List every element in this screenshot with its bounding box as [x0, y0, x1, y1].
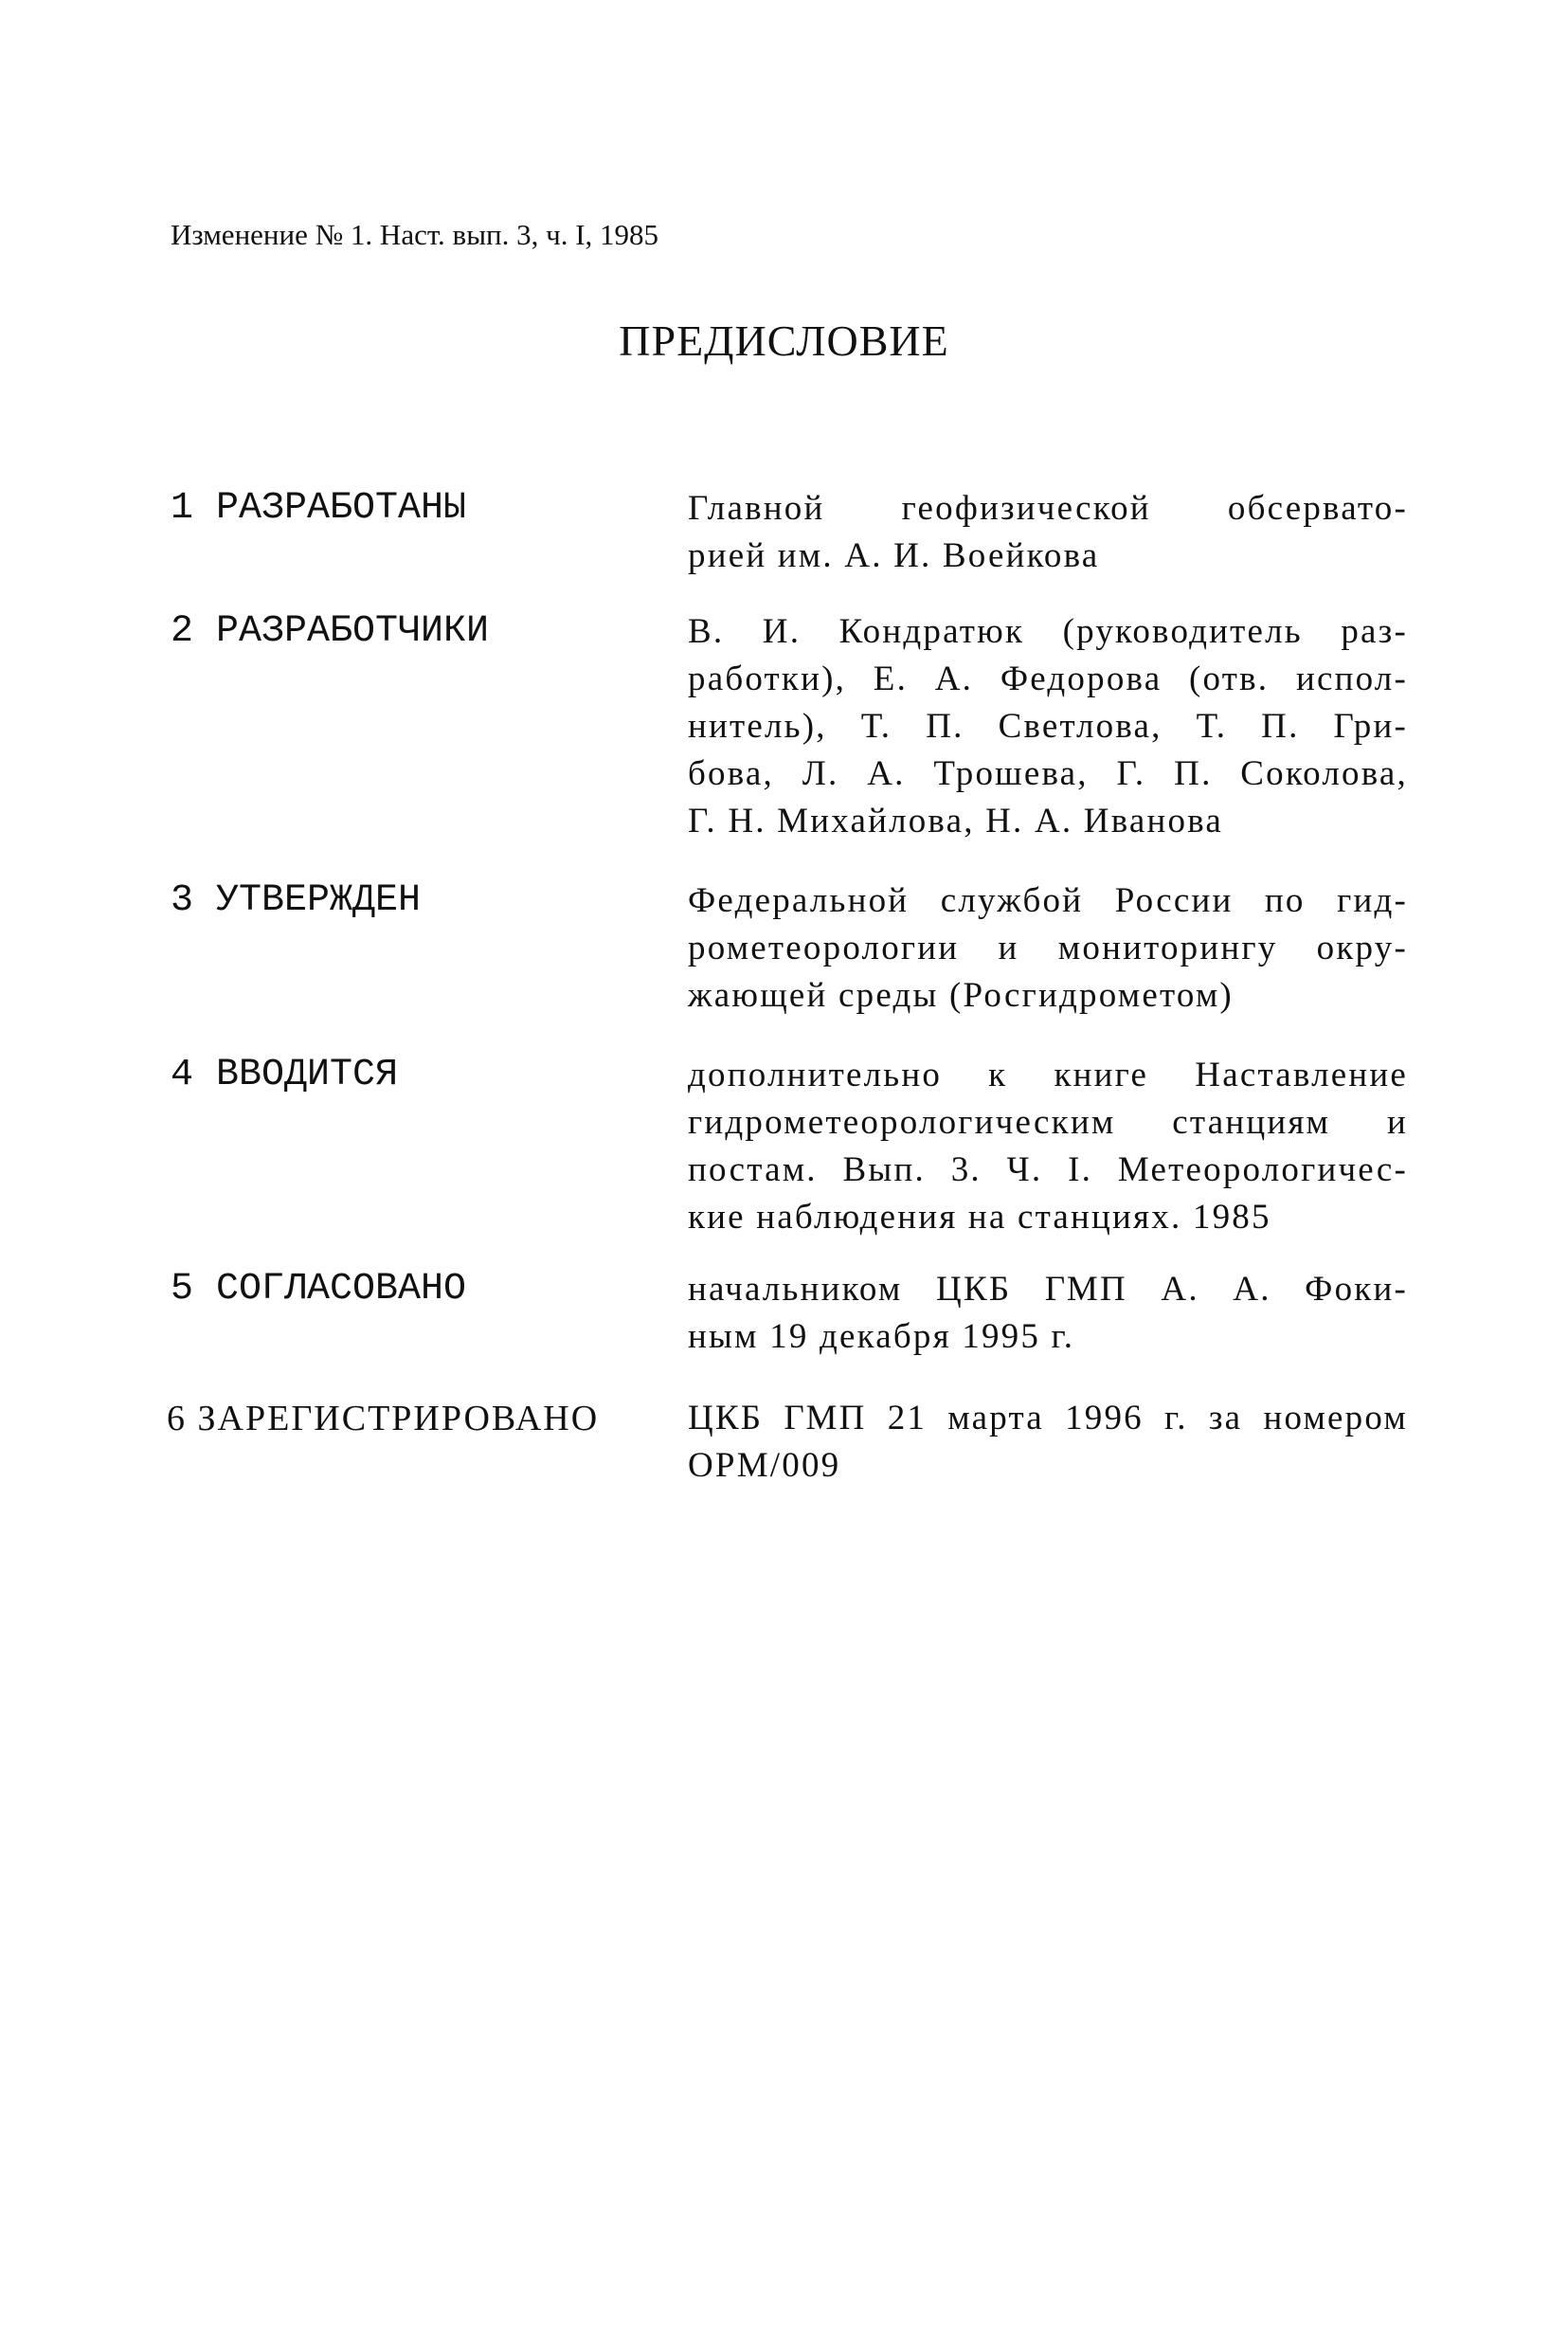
entry-text-line: работки), Е. А. Федорова (отв. испол-	[688, 660, 1408, 698]
change-notice-header: Изменение № 1. Наст. вып. 3, ч. I, 1985	[171, 218, 659, 251]
entry-label: 6 ЗАРЕГИСТРИРОВАНО	[167, 1399, 600, 1438]
entry-text-line: кие наблюдения на станциях. 1985	[688, 1198, 1271, 1237]
entry-text-line: жающей среды (Росгидрометом)	[688, 976, 1234, 1015]
entry-text	[688, 877, 1408, 1020]
entry-text-line: рометеорологии и мониторингу окру-	[688, 929, 1408, 967]
entry-text-line: постам. Вып. 3. Ч. I. Метеорологичес-	[688, 1150, 1408, 1189]
entry-text	[688, 485, 1408, 580]
entry-text-line: ным 19 декабря 1995 г.	[688, 1317, 1075, 1356]
entry-text-line: рией им. А. И. Воейкова	[688, 536, 1100, 575]
page-title: ПРЕДИСЛОВИЕ	[619, 316, 949, 365]
entry-text-line: ОРМ/009	[688, 1446, 841, 1485]
entry-text-line: дополнительно к книге Наставление	[688, 1056, 1408, 1094]
entry-label: 3 УТВЕРЖДЕН	[171, 879, 422, 922]
entry-text-line: начальником ЦКБ ГМП А. А. Фоки-	[688, 1270, 1408, 1309]
entry-text-line: бова, Л. А. Трошева, Г. П. Соколова,	[688, 754, 1408, 793]
entry-text-line: нитель), Т. П. Светлова, Т. П. Гри-	[688, 707, 1408, 746]
entry-text-line: гидрометеорологическим станциям и	[688, 1103, 1408, 1142]
entry-label: 5 СОГЛАСОВАНО	[171, 1268, 467, 1311]
entry-text-line: Федеральной службой России по гид-	[688, 881, 1408, 920]
entry-text-line: Главной геофизической обсервато-	[688, 489, 1408, 528]
entry-text	[688, 608, 1408, 845]
entry-text	[688, 1052, 1408, 1241]
entry-text	[688, 1395, 1408, 1490]
entry-text-line: ЦКБ ГМП 21 марта 1996 г. за номером	[688, 1399, 1408, 1437]
entry-label: 2 РАЗРАБОТЧИКИ	[171, 610, 490, 653]
entry-label: 1 РАЗРАБОТАНЫ	[171, 487, 467, 530]
entry-text-line: В. И. Кондратюк (руководитель раз-	[688, 612, 1408, 651]
entry-text-line: Г. Н. Михайлова, Н. А. Иванова	[688, 802, 1224, 841]
entry-text	[688, 1266, 1408, 1361]
entry-label: 4 ВВОДИТСЯ	[171, 1054, 399, 1096]
